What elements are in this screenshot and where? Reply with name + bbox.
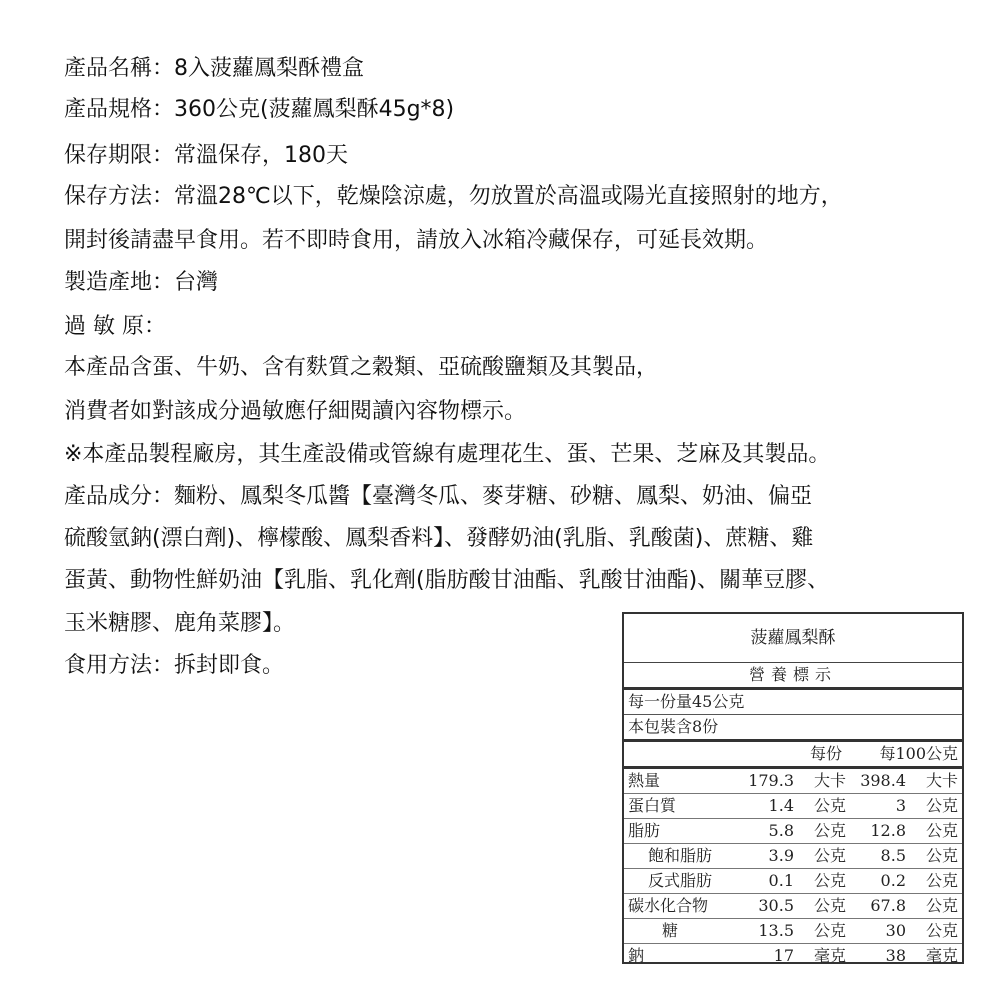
per-100g-unit: 公克: [925, 821, 958, 840]
nutrition-row-protein: [624, 794, 962, 819]
per-100g-unit: 大卡: [925, 771, 958, 790]
nutrition-row-carbohydrate: [624, 894, 962, 919]
storage-method-line: 保存方法：常溫28℃以下，乾燥陰涼處，勿放置於高溫或陽光直接照射的地方，: [64, 184, 843, 209]
col-per-serving: 每份: [809, 744, 842, 763]
allergen-line-1: 本產品含蛋、牛奶、含有麩質之穀類、亞硫酸鹽類及其製品，: [64, 355, 659, 380]
per-serving-value: 5.8: [768, 821, 794, 840]
allergen-line-2: 消費者如對該成分過敏應仔細閱讀內容物標示。: [64, 399, 527, 424]
nutrition-row-saturated-fat: [624, 844, 962, 869]
per-serving-unit: 公克: [813, 821, 846, 840]
nutrient-name: 蛋白質: [628, 796, 677, 815]
product-spec-line: 產品規格：360公克(菠蘿鳳梨酥45g*8): [64, 97, 455, 122]
per-serving-unit: 毫克: [813, 946, 846, 965]
per-serving-unit: 公克: [813, 846, 846, 865]
per-100g-value: 12.8: [870, 821, 906, 840]
per-serving-unit: 大卡: [813, 771, 846, 790]
nutrition-row-fat: [624, 819, 962, 844]
per-100g-value: 3: [895, 796, 906, 815]
per-serving-value: 13.5: [758, 921, 794, 940]
per-100g-unit: 公克: [925, 796, 958, 815]
nutrient-name: 熱量: [628, 771, 661, 790]
per-serving-value: 30.5: [758, 896, 794, 915]
per-serving-unit: 公克: [813, 896, 846, 915]
origin-line: 製造產地：台灣: [64, 270, 219, 295]
shelf-life-line: 保存期限：常溫保存，180天: [64, 143, 348, 168]
nutrient-name: 脂肪: [628, 821, 661, 840]
nutrition-row-sugar: [624, 919, 962, 944]
per-100g-unit: 公克: [925, 921, 958, 940]
per-serving-unit: 公克: [813, 921, 846, 940]
per-100g-value: 30: [885, 921, 906, 940]
per-100g-value: 67.8: [870, 896, 906, 915]
servings-per-package: 本包裝含8份: [624, 715, 962, 742]
nutrition-row-sodium: [624, 944, 962, 968]
nutrient-name: 飽和脂肪: [648, 846, 713, 865]
usage-line: 食用方法：拆封即食。: [64, 653, 285, 678]
nutrient-name: 碳水化合物: [628, 896, 709, 915]
per-serving-unit: 公克: [813, 796, 846, 815]
nutrient-name: 鈉: [628, 946, 645, 965]
per-serving-value: 0.1: [768, 871, 794, 890]
allergen-heading: 過 敏 原：: [64, 314, 166, 339]
nutrition-column-headers: [624, 742, 962, 769]
ingredients-line-2: 硫酸氫鈉(漂白劑)、檸檬酸、鳳梨香料】、發酵奶油(乳脂、乳酸菌)、蔗糖、雞: [64, 526, 814, 551]
nutrition-row-trans-fat: [624, 869, 962, 894]
col-per-100g: 每100公克: [879, 744, 958, 763]
ingredients-line-3: 蛋黃、動物性鮮奶油【乳脂、乳化劑(脂肪酸甘油酯、乳酸甘油酯)、關華豆膠、: [64, 568, 830, 593]
storage-method-line-2: 開封後請盡早食用。若不即時食用，請放入冰箱冷藏保存，可延長效期。: [64, 228, 769, 253]
nutrition-table: [622, 612, 964, 964]
per-100g-unit: 毫克: [925, 946, 958, 965]
serving-size: 每一份量45公克: [624, 690, 962, 715]
nutrient-name: 糖: [662, 921, 679, 940]
per-serving-value: 179.3: [748, 771, 794, 790]
per-serving-value: 3.9: [768, 846, 794, 865]
per-serving-value: 1.4: [768, 796, 794, 815]
per-100g-unit: 公克: [925, 846, 958, 865]
per-100g-value: 398.4: [860, 771, 906, 790]
facility-notice: ※本產品製程廠房，其生產設備或管線有處理花生、蛋、芒果、芝麻及其製品。: [64, 442, 831, 467]
ingredients-line-1: 產品成分：麵粉、鳳梨冬瓜醬【臺灣冬瓜、麥芽糖、砂糖、鳳梨、奶油、偏亞: [64, 484, 813, 509]
ingredients-line-4: 玉米糖膠、鹿角菜膠】。: [64, 611, 296, 636]
per-100g-unit: 公克: [925, 896, 958, 915]
per-100g-unit: 公克: [925, 871, 958, 890]
nutrition-heading: 營養標示: [624, 663, 962, 690]
nutrition-product-name: 菠蘿鳳梨酥: [624, 614, 962, 663]
product-name-line: 產品名稱：8入菠蘿鳳梨酥禮盒: [64, 56, 364, 81]
per-100g-value: 0.2: [880, 871, 906, 890]
per-100g-value: 38: [885, 946, 906, 965]
nutrition-row-calories: [624, 769, 962, 794]
per-serving-unit: 公克: [813, 871, 846, 890]
per-100g-value: 8.5: [880, 846, 906, 865]
per-serving-value: 17: [773, 946, 794, 965]
nutrient-name: 反式脂肪: [648, 871, 713, 890]
